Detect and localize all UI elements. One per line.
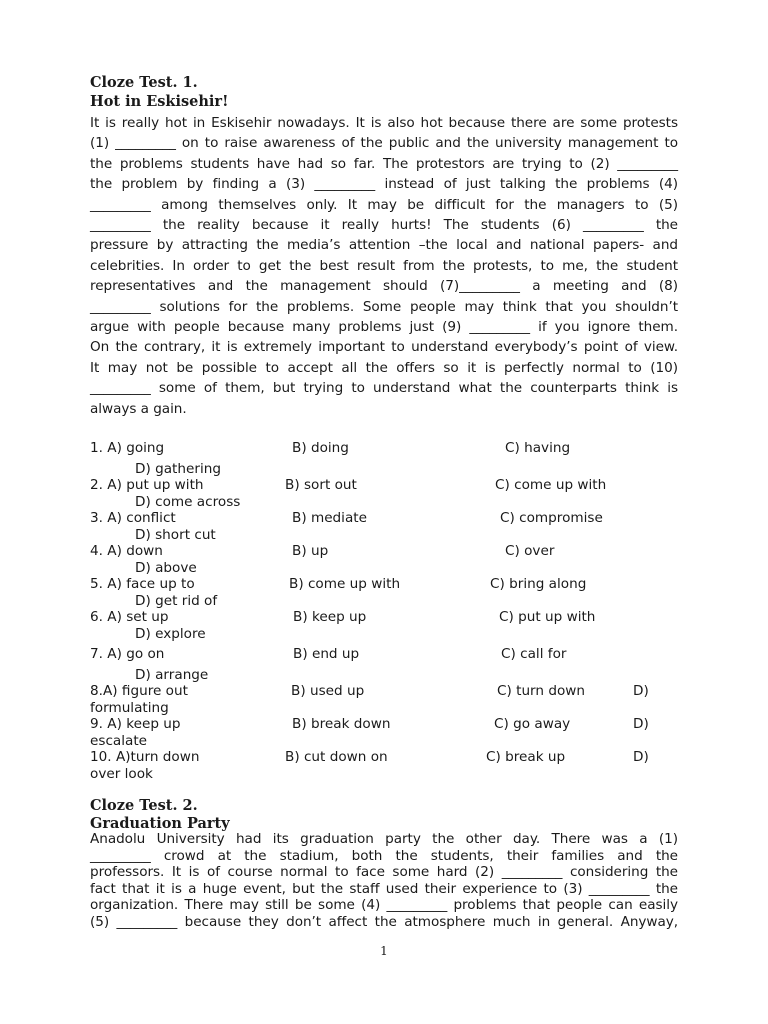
option-c: C) go away	[494, 716, 571, 732]
paragraph-line: professors. It is of course normal to face some hard (2) _________ considering the	[90, 864, 678, 880]
test1-paragraph	[90, 113, 678, 419]
option-a: 7. A) go on	[90, 646, 165, 662]
option-b: B) used up	[291, 683, 365, 699]
option-b: B) sort out	[285, 477, 357, 493]
paragraph-line: It is really hot in Eskisehir nowadays. It is also hot because there are some protests	[90, 115, 678, 131]
option-c: C) compromise	[500, 510, 603, 526]
paragraph-line: always a gain.	[90, 400, 187, 417]
paragraph-line: Anadolu University had its graduation party the other day. There was a (1)	[90, 831, 678, 847]
option-c: C) call for	[501, 646, 567, 662]
option-a: 10. A)turn down	[90, 749, 200, 765]
paragraph-line: fact that it is a huge event, but the staff used their experience to (3) _________ the	[90, 880, 678, 897]
option-d: D) arrange	[135, 667, 209, 683]
option-b: B) up	[292, 543, 329, 559]
option-c: C) break up	[486, 749, 566, 765]
option-d-text: escalate	[90, 733, 148, 749]
option-b: B) come up with	[289, 576, 401, 592]
option-a: 4. A) down	[90, 543, 163, 559]
option-a: 1. A) going	[90, 440, 165, 456]
test2-subtitle: Graduation Party	[90, 815, 230, 832]
paragraph-line: It may not be possible to accept all the offers so it is perfectly normal to (10)	[90, 359, 678, 376]
option-b: B) break down	[292, 716, 391, 732]
paragraph-line: the problems students have had so far. The protestors are trying to (2) _________	[90, 155, 678, 172]
paragraph-line: representatives and the management should (7)_________ a meeting and (8)	[90, 278, 678, 295]
test1-subtitle: Hot in Eskisehir!	[90, 93, 229, 110]
paragraph-line: (1) _________ on to raise awareness of the public and the university management to	[90, 135, 678, 152]
option-d: D) get rid of	[135, 593, 218, 609]
option-a: 8.A) figure out	[90, 683, 188, 699]
paragraph-line: _________ crowd at the stadium, both the students, their families and the	[90, 847, 678, 864]
option-a: 3. A) conflict	[90, 510, 176, 526]
option-c: C) having	[505, 440, 571, 456]
paragraph-line: _________ among themselves only. It may be difficult for the managers to (5)	[90, 196, 678, 213]
paragraph-line: On the contrary, it is extremely important to understand everybody’s point of view.	[90, 339, 678, 356]
option-b: B) mediate	[292, 510, 367, 526]
option-a: 5. A) face up to	[90, 576, 195, 592]
option-b: B) cut down on	[285, 749, 388, 765]
test2-paragraph	[90, 831, 678, 930]
test2-heading: Cloze Test. 2.	[90, 797, 198, 814]
option-c: C) turn down	[497, 683, 586, 699]
option-d-text: formulating	[90, 700, 169, 716]
option-d: D) explore	[135, 626, 206, 642]
option-d-label: D)	[633, 716, 649, 732]
paragraph-line: (5) _________ because they don’t affect the atmosphere much in general. Anyway,	[90, 913, 678, 930]
paragraph-line: _________ the reality because it really hurts! The students (6) _________ the	[90, 217, 678, 234]
option-c: C) come up with	[495, 477, 607, 493]
option-b: B) keep up	[293, 609, 367, 625]
test1-heading: Cloze Test. 1.	[90, 74, 198, 91]
page-number: 1	[380, 944, 388, 958]
paragraph-line: the problem by finding a (3) _________ instead of just talking the problems (4)	[90, 176, 678, 193]
paragraph-line: celebrities. In order to get the best result from the protests, to me, the student	[90, 257, 678, 274]
option-c: C) put up with	[499, 609, 596, 625]
paragraph-line: pressure by attracting the media’s attention –the local and national papers- and	[90, 237, 678, 254]
option-d-label: D)	[633, 683, 649, 699]
option-a: 9. A) keep up	[90, 716, 181, 732]
option-c: C) bring along	[490, 576, 587, 592]
option-d-text: over look	[90, 766, 153, 782]
paragraph-line: argue with people because many problems just (9) _________ if you ignore them.	[90, 319, 678, 336]
option-d: D) above	[135, 560, 197, 576]
option-d-label: D)	[633, 749, 649, 765]
paragraph-line: _________ some of them, but trying to understand what the counterparts think is	[90, 380, 678, 397]
option-a: 6. A) set up	[90, 609, 169, 625]
option-b: B) end up	[293, 646, 360, 662]
paragraph-line: _________ solutions for the problems. Some people may think that you shouldn’t	[90, 298, 678, 315]
option-b: B) doing	[292, 440, 349, 456]
option-d: D) gathering	[135, 461, 221, 477]
option-c: C) over	[505, 543, 555, 559]
option-a: 2. A) put up with	[90, 477, 204, 493]
option-d: D) come across	[135, 494, 241, 510]
option-d: D) short cut	[135, 527, 216, 543]
paragraph-line: organization. There may still be some (4) _________ problems that people can easily	[90, 897, 678, 913]
